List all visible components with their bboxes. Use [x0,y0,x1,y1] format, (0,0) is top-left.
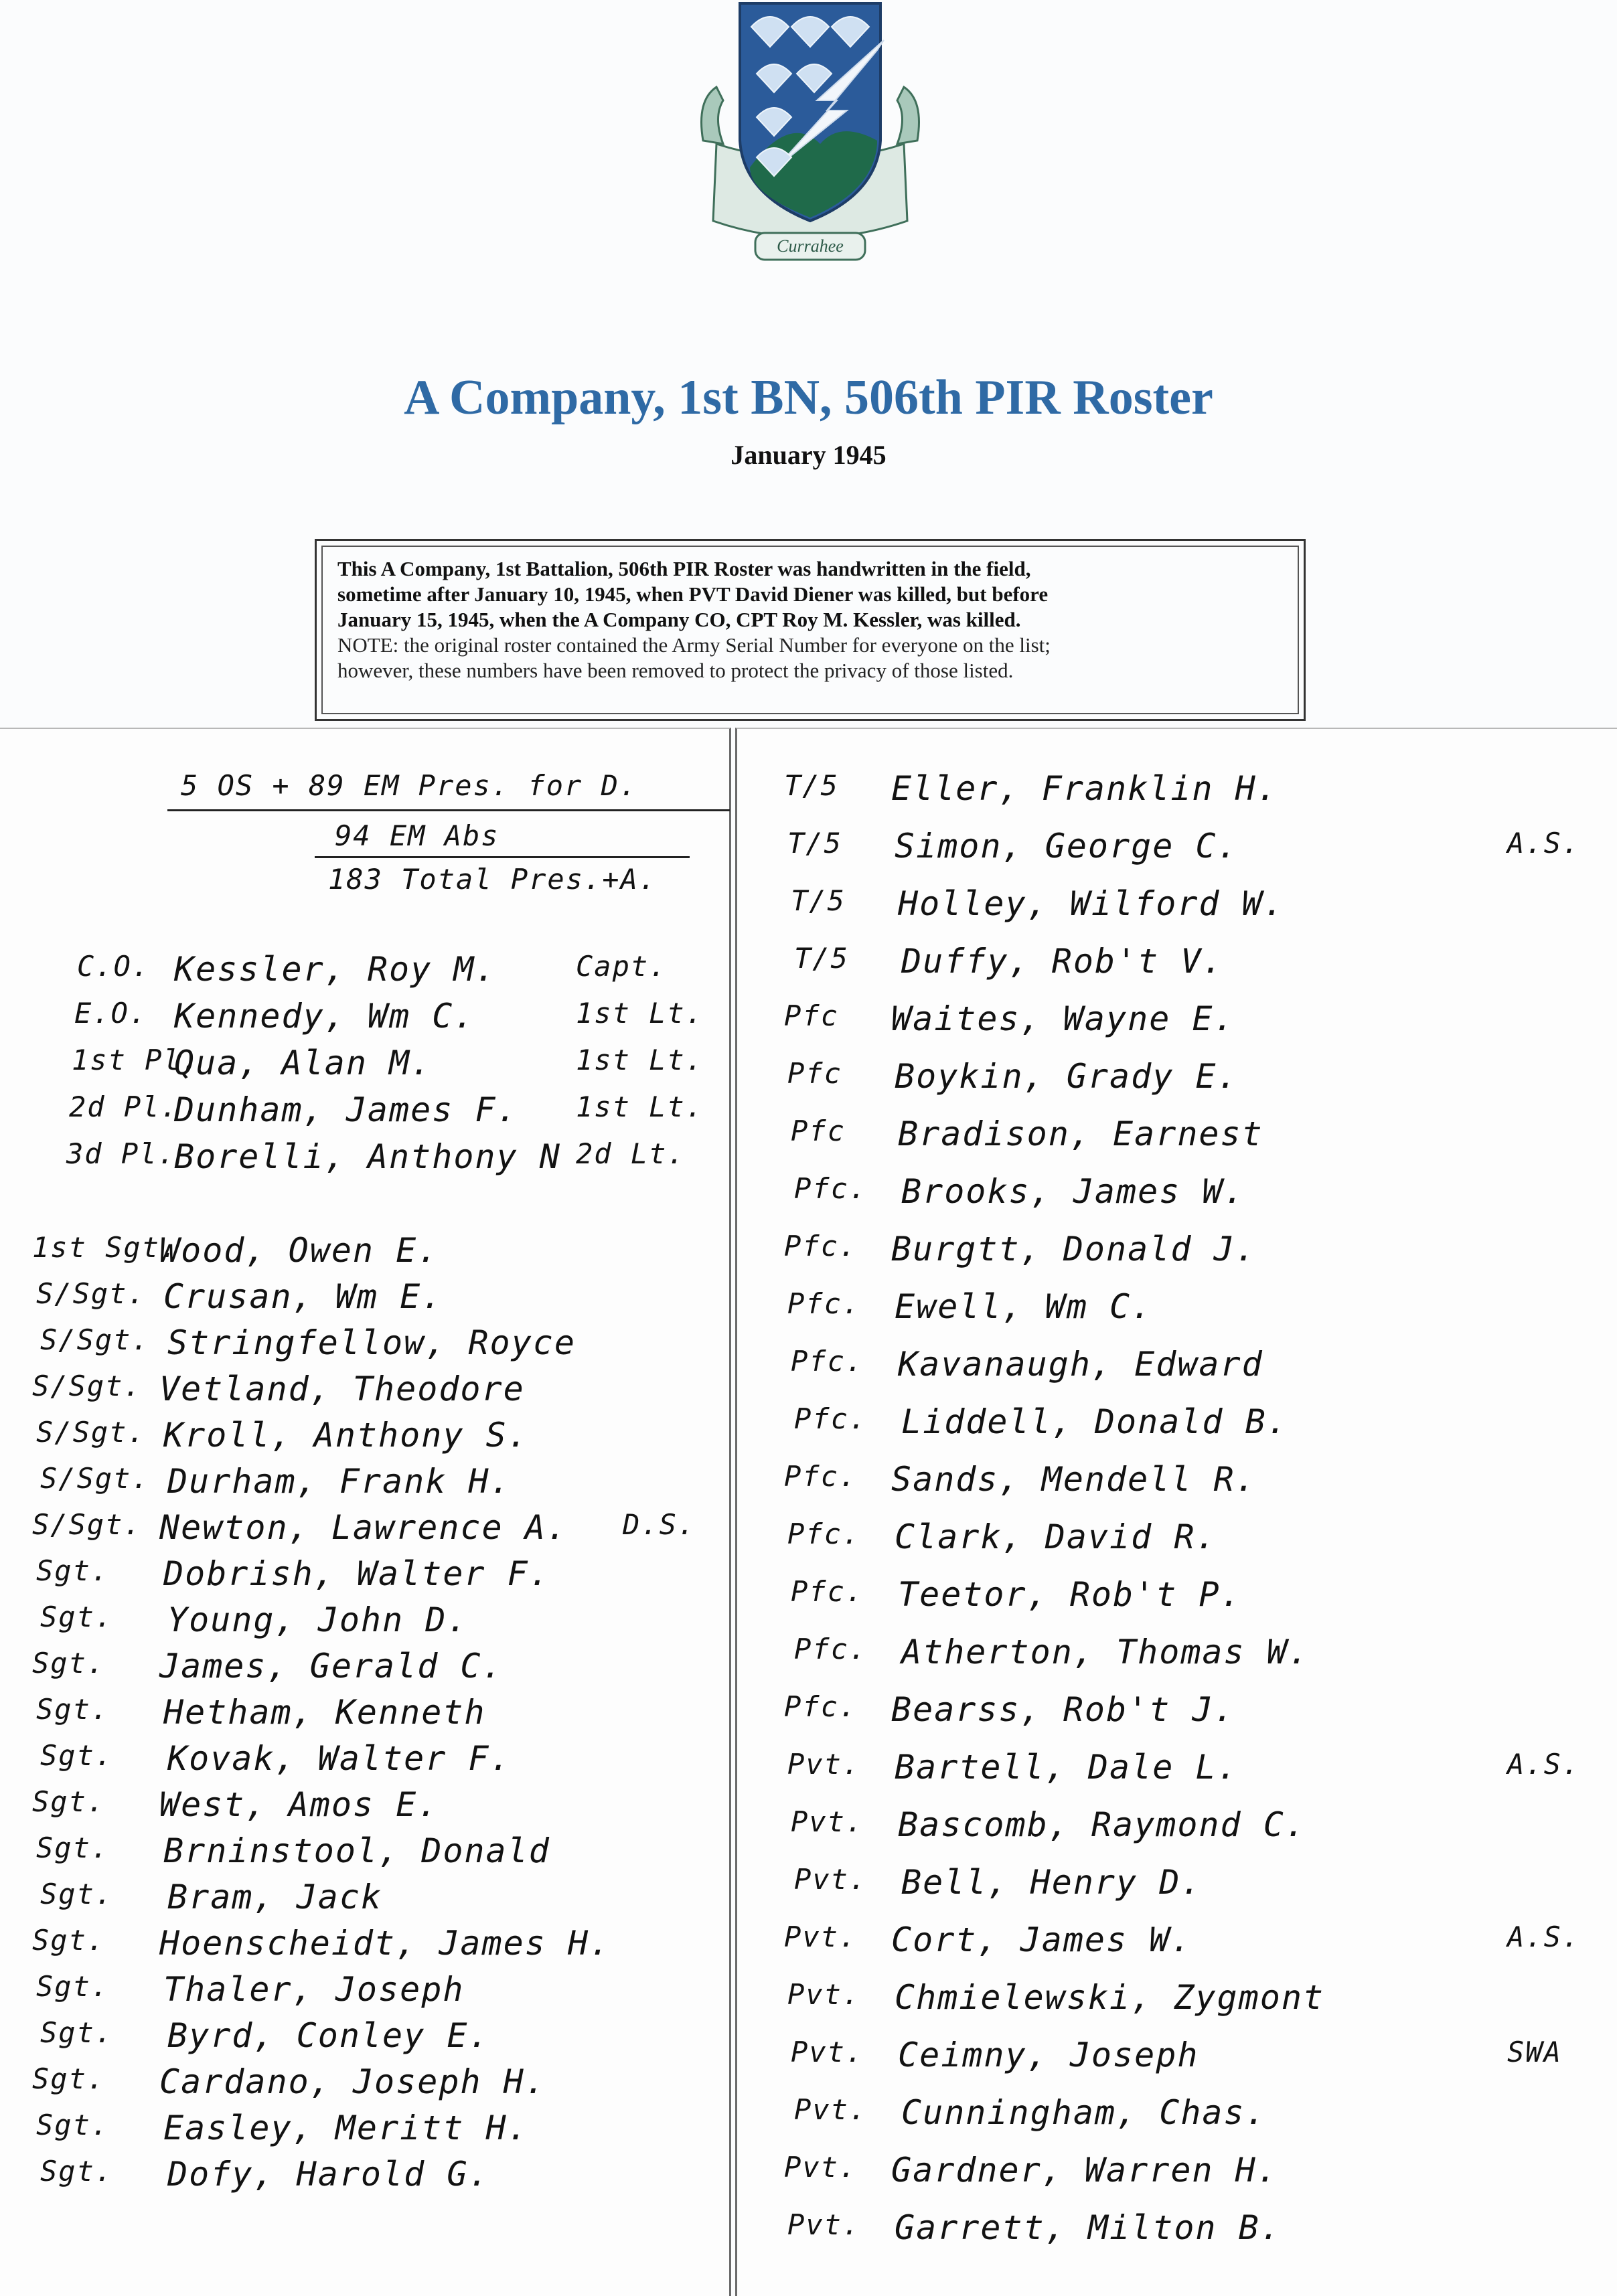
enlisted-name: Byrd, Conley E. [167,2016,490,2055]
roster-name: Liddell, Donald B. [901,1402,1288,1441]
enlisted-rank: S/Sgt. [32,1370,142,1402]
enlisted-rank: S/Sgt. [36,1416,146,1449]
officer-name: Qua, Alan M. [174,1044,433,1082]
enlisted-rank: Sgt. [36,1554,110,1587]
roster-rank: Pfc. [787,1287,861,1320]
enlisted-rank: Sgt. [36,1831,110,1864]
roster-name: Burgtt, Donald J. [891,1230,1257,1268]
enlisted-rank: Sgt. [40,1878,114,1910]
roster-rank: Pvt. [791,2036,864,2068]
enlisted-rank: S/Sgt. [36,1277,146,1310]
roster-rank: Pfc. [784,1230,858,1262]
enlisted-name: Kovak, Walter F. [167,1739,512,1778]
officer-name: Kessler, Roy M. [174,950,497,989]
roster-rank: Pfc [791,1115,846,1147]
enlisted-rank: Sgt. [36,1693,110,1726]
roster-rank: Pfc [787,1057,842,1090]
note-line: however, these numbers have been removed to protect the privacy of those listed. [337,659,1014,682]
roster-name: Bearss, Rob't J. [891,1690,1235,1729]
roster-rank: Pvt. [794,2093,868,2126]
enlisted-rank: S/Sgt. [40,1462,150,1495]
crest-motto: Currahee [777,236,844,256]
roster-rank: Pvt. [784,1920,858,1953]
enlisted-rank: Sgt. [32,1647,106,1679]
enlisted-name: Brninstool, Donald [163,1831,550,1870]
enlisted-note: D.S. [623,1508,696,1541]
roster-rank: Pvt. [787,1978,861,2011]
roster-rank: T/5 [787,827,842,859]
roster-name: Teetor, Rob't P. [898,1575,1242,1614]
roster-rank: T/5 [784,769,839,802]
roster-rank: Pvt. [791,1805,864,1838]
roster-name: Garrett, Milton B. [895,2208,1282,2247]
roster-name: Bradison, Earnest [898,1115,1263,1153]
summary-line: 94 EM Abs [335,819,499,852]
officer-name: Borelli, Anthony N [174,1137,561,1176]
roster-rank: Pfc. [794,1172,868,1205]
roster-name: Eller, Franklin H. [891,769,1278,808]
roster-name: Simon, George C. [895,827,1239,866]
roster-rank: Pfc. [787,1518,861,1550]
officer-rank: Capt. [576,950,668,983]
officer-rank: 1st Lt. [576,997,704,1030]
enlisted-rank: S/Sgt. [32,1508,142,1541]
officer-name: Kennedy, Wm C. [174,997,475,1036]
roster-name: Chmielewski, Zygmont [895,1978,1325,2017]
roster-name: Bell, Henry D. [901,1863,1203,1902]
roster-note: A.S. [1507,1920,1581,1953]
summary-line: 5 OS + 89 EM Pres. for D. [181,769,638,802]
officer-role: 1st Pl. [72,1044,200,1076]
summary-rule [315,856,690,858]
officer-rank: 1st Lt. [576,1090,704,1123]
summary-rule [167,809,730,811]
enlisted-rank: S/Sgt. [40,1323,150,1356]
officer-role: E.O. [74,997,148,1030]
roster-rank: Pvt. [794,1863,868,1896]
roster-rank: Pfc. [784,1460,858,1493]
note-line: sometime after January 10, 1945, when PVT David Diener was killed, but before [337,582,1049,606]
roster-rank: Pfc. [791,1345,864,1378]
enlisted-name: Hoenscheidt, James H. [159,1924,611,1963]
unit-crest-icon [676,0,944,268]
page-title: A Company, 1st BN, 506th PIR Roster [404,370,1213,425]
page-subtitle: January 1945 [730,440,887,470]
enlisted-name: James, Gerald C. [159,1647,504,1686]
enlisted-name: Cardano, Joseph H. [159,2062,546,2101]
enlisted-rank: Sgt. [40,2155,114,2188]
roster-rank: Pvt. [787,1748,861,1781]
roster-name: Waites, Wayne E. [891,999,1235,1038]
officer-rank: 2d Lt. [576,1137,686,1170]
enlisted-rank: Sgt. [40,1739,114,1772]
roster-rank: T/5 [794,942,849,975]
enlisted-name: Dofy, Harold G. [167,2155,490,2194]
roster-name: Duffy, Rob't V. [901,942,1224,981]
roster-sheet-right [735,728,1617,2296]
roster-rank: Pfc. [791,1575,864,1608]
crest-ribbon [702,87,724,144]
roster-rank: Pvt. [784,2151,858,2184]
note-box [315,539,1306,721]
summary-line: 183 Total Pres.+A. [328,863,658,896]
enlisted-name: Vetland, Theodore [159,1370,525,1408]
officer-role: C.O. [77,950,151,983]
roster-name: Atherton, Thomas W. [901,1633,1310,1671]
note-line: January 15, 1945, when the A Company CO, CPT Roy M. Kessler, was killed. [337,608,1021,631]
enlisted-name: Young, John D. [167,1601,469,1639]
officer-name: Dunham, James F. [174,1090,518,1129]
roster-rank: Pfc. [794,1633,868,1665]
enlisted-name: Stringfellow, Royce [167,1323,576,1362]
enlisted-name: Bram, Jack [167,1878,383,1916]
roster-rank: Pvt. [787,2208,861,2241]
enlisted-name: Crusan, Wm E. [163,1277,443,1316]
enlisted-name: Thaler, Joseph [163,1970,465,2009]
roster-name: Cunningham, Chas. [901,2093,1267,2132]
roster-name: Sands, Mendell R. [891,1460,1257,1499]
roster-name: Clark, David R. [895,1518,1217,1556]
roster-name: Bartell, Dale L. [895,1748,1239,1787]
roster-name: Brooks, James W. [901,1172,1245,1211]
roster-name: Holley, Wilford W. [898,884,1285,923]
roster-name: Kavanaugh, Edward [898,1345,1263,1384]
roster-name: Ewell, Wm C. [895,1287,1153,1326]
roster-name: Bascomb, Raymond C. [898,1805,1306,1844]
officer-role: 2d Pl. [69,1090,179,1123]
enlisted-rank: Sgt. [32,1785,106,1818]
roster-rank: Pfc. [794,1402,868,1435]
enlisted-name: Kroll, Anthony S. [163,1416,529,1455]
roster-name: Cort, James W. [891,1920,1192,1959]
enlisted-rank: 1st Sgt. [32,1231,179,1264]
enlisted-rank: Sgt. [32,1924,106,1957]
enlisted-name: Wood, Owen E. [159,1231,439,1270]
roster-rank: T/5 [791,884,846,917]
officer-rank: 1st Lt. [576,1044,704,1076]
roster-name: Boykin, Grady E. [895,1057,1239,1096]
enlisted-name: Hetham, Kenneth [163,1693,486,1732]
roster-rank: Pfc [784,999,839,1032]
enlisted-rank: Sgt. [40,2016,114,2049]
enlisted-name: Newton, Lawrence A. [159,1508,568,1547]
note-line: This A Company, 1st Battalion, 506th PIR Roster was handwritten in the field, [337,557,1031,580]
note-line: NOTE: the original roster contained the Army Serial Number for everyone on the list; [337,633,1051,657]
roster-note: A.S. [1507,827,1581,859]
roster-note: A.S. [1507,1748,1581,1781]
roster-name: Ceimny, Joseph [898,2036,1199,2074]
roster-note: SWA [1507,2036,1562,2068]
enlisted-name: Easley, Meritt H. [163,2109,529,2147]
enlisted-name: West, Amos E. [159,1785,439,1824]
enlisted-rank: Sgt. [40,1601,114,1633]
enlisted-rank: Sgt. [36,2109,110,2141]
enlisted-name: Dobrish, Walter F. [163,1554,550,1593]
enlisted-name: Durham, Frank H. [167,1462,512,1501]
enlisted-rank: Sgt. [32,2062,106,2095]
roster-sheet-left [0,728,731,2296]
officer-role: 3d Pl. [66,1137,176,1170]
roster-name: Gardner, Warren H. [891,2151,1278,2190]
enlisted-rank: Sgt. [36,1970,110,2003]
roster-rank: Pfc. [784,1690,858,1723]
